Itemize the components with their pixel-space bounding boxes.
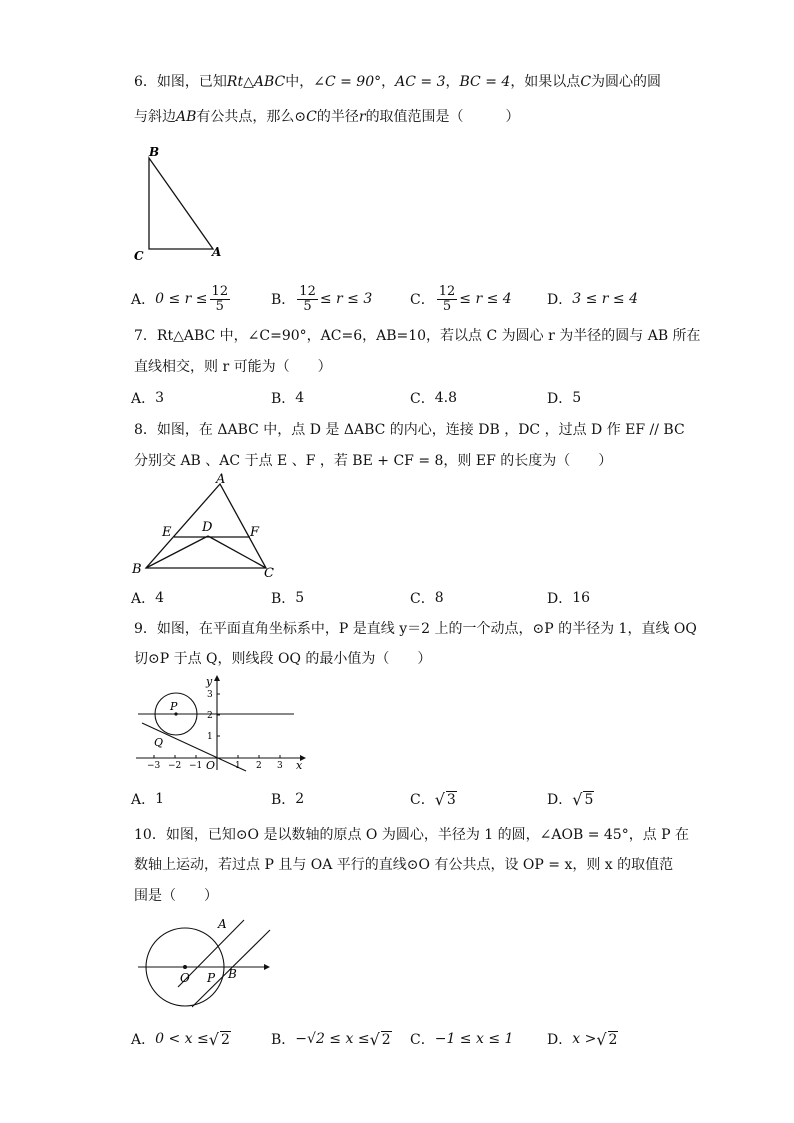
q8-option-c[interactable]: [410, 578, 444, 618]
option-letter: D．: [547, 391, 573, 407]
q6-option-d[interactable]: [547, 279, 638, 319]
q6-circle-c: C: [306, 109, 317, 125]
q9-label-o: O: [206, 759, 216, 772]
q8-option-a[interactable]: [131, 578, 164, 618]
q6-text: 6．如图，已知: [134, 74, 227, 90]
denominator: 5: [303, 298, 312, 314]
q9-options: [131, 779, 671, 819]
q6-bc: BC = 4: [459, 74, 511, 90]
option-letter: C．: [410, 292, 435, 308]
q10-option-b[interactable]: [271, 1019, 392, 1059]
q6-text: 为圆心的圆: [591, 74, 662, 90]
q8-segment-db: [146, 536, 208, 568]
q10-stem-line1: 10．如图，已知⊙O 是以数轴的原点 O 为圆心，半径为 1 的圆，∠AOB = 45°，点 P 在: [134, 827, 690, 843]
q9-option-d[interactable]: [547, 779, 594, 819]
option-letter: A．: [131, 391, 156, 407]
q9-option-a[interactable]: [131, 779, 164, 819]
q8-options: [131, 578, 671, 618]
option-letter: B．: [271, 391, 296, 407]
q6-text: 与斜边: [134, 109, 176, 125]
fraction: [210, 285, 231, 314]
option-value: 1: [155, 791, 165, 807]
q6-triangle-shape: [149, 158, 213, 249]
q9-label-p: P: [170, 700, 178, 713]
option-value: 3: [155, 390, 165, 406]
option-value: 5: [584, 791, 594, 808]
option-letter: A．: [131, 1032, 156, 1048]
q9-x-tick-label: −2: [168, 761, 182, 771]
q9-y-tick-label: 1: [207, 732, 213, 742]
option-value: 5: [295, 590, 305, 606]
q10-point-o: [183, 965, 187, 969]
option-letter: A．: [131, 292, 156, 308]
sqrt-icon: √: [208, 1029, 219, 1049]
q9-x-tick-label: 3: [277, 761, 283, 771]
sqrt-icon: √: [369, 1029, 380, 1049]
option-letter: C．: [410, 1032, 435, 1048]
option-expression: x >: [572, 1031, 597, 1047]
option-value: 8: [434, 590, 444, 606]
q9-x-tick-label: −3: [147, 761, 161, 771]
q7-option-b[interactable]: [271, 378, 304, 418]
q10-option-a[interactable]: [131, 1019, 231, 1059]
option-expression: −1 ≤ x ≤ 1: [434, 1031, 514, 1047]
q8-label-d: D: [202, 520, 213, 535]
denominator: 5: [215, 298, 224, 314]
q6-stem-line2: [134, 106, 520, 128]
q7-option-a[interactable]: [131, 378, 164, 418]
sqrt-icon: √: [596, 1029, 607, 1049]
numerator: 12: [438, 283, 456, 299]
option-letter: A．: [131, 792, 156, 808]
q7-stem-line2: 直线相交，则 r 可能为（ ）: [134, 359, 332, 375]
q7-options: [131, 378, 671, 418]
option-value: 4.8: [434, 390, 457, 406]
q9-coordinate-figure: [128, 672, 308, 772]
option-letter: D．: [547, 292, 573, 308]
option-expression: 0 < x ≤: [155, 1031, 209, 1047]
q6-ac: AC = 3: [395, 74, 446, 90]
q6-text: 有公共点，那么⊙: [196, 109, 307, 125]
q9-y-tick-label: 2: [207, 711, 213, 721]
q8-option-b[interactable]: [271, 578, 304, 618]
q10-stem-line3: 围是（ ）: [134, 888, 218, 904]
q6-option-b[interactable]: [271, 279, 372, 319]
option-expression: 0 ≤ r ≤: [155, 291, 208, 307]
q8-label-e: E: [162, 525, 172, 540]
q8-label-f: F: [250, 525, 260, 540]
q8-stem-line1: 8．如图，在 ΔABC 中，点 D 是 ΔABC 的内心，连接 DB ，DC ，过点 D 作 EF // BC: [134, 422, 685, 438]
sqrt-icon: √: [434, 789, 445, 809]
q7-option-d[interactable]: [547, 378, 581, 418]
option-letter: C．: [410, 391, 435, 407]
q6-sep: ，: [445, 74, 460, 90]
q10-label-b: B: [228, 967, 237, 981]
sqrt-icon: √: [572, 789, 583, 809]
q7-option-c[interactable]: [410, 378, 457, 418]
q6-text: 的取值范围是（ ）: [365, 109, 520, 125]
q8-stem-line2: 分别交 AB 、AC 于点 E 、F ，若 BE + CF = 8，则 EF 的长度为（ ）: [134, 453, 613, 469]
option-letter: C．: [410, 792, 435, 808]
option-value: 16: [572, 590, 591, 606]
q6-option-c[interactable]: [410, 279, 512, 319]
q6-ab: AB: [176, 109, 197, 125]
option-letter: B．: [271, 792, 296, 808]
q8-label-a: A: [216, 472, 226, 487]
q10-option-c[interactable]: [410, 1019, 513, 1059]
option-letter: C．: [410, 591, 435, 607]
q6-options: [131, 279, 671, 319]
option-expression: ≤ r ≤ 3: [319, 291, 373, 307]
fraction: [297, 285, 318, 314]
q6-stem-line1: [134, 71, 661, 93]
option-value: 3: [446, 791, 456, 808]
q9-y-tick-label: 3: [207, 690, 213, 700]
q10-stem-line2: 数轴上运动，若过点 P 且与 OA 平行的直线⊙O 有公共点，设 OP = x，则 x 的取值范: [134, 857, 674, 873]
q10-option-d[interactable]: [547, 1019, 618, 1059]
q9-x-tick-label: 1: [235, 761, 241, 771]
q10-label-p: P: [207, 971, 216, 985]
q6-r: r: [358, 109, 366, 125]
q6-angle-c: ∠C = 90°: [313, 74, 382, 90]
q9-label-x: x: [296, 759, 303, 772]
q9-label-y: y: [206, 675, 213, 688]
q10-circle-figure: [132, 912, 282, 1017]
q8-triangle-figure: [128, 472, 288, 582]
numerator: 12: [299, 283, 316, 299]
q6-sep: ，: [381, 74, 396, 90]
option-letter: B．: [271, 591, 296, 607]
q6-triangle: Rt△ABC: [226, 74, 286, 90]
q8-label-b: B: [132, 562, 142, 577]
q6-text: 的半径: [316, 109, 359, 125]
option-letter: D．: [547, 792, 573, 808]
radicand: 2: [381, 1031, 391, 1048]
q6-text: 中，: [285, 74, 314, 90]
q6-text: ，如果以点: [510, 74, 581, 90]
option-letter: B．: [271, 292, 296, 308]
q9-stem-line2: 切⊙P 于点 Q，则线段 OQ 的最小值为（ ）: [134, 651, 432, 667]
option-letter: D．: [547, 1032, 573, 1048]
denominator: 5: [442, 298, 452, 314]
q9-x-tick-label: −1: [189, 761, 203, 771]
q10-label-o: O: [180, 971, 190, 985]
q9-x-tick-label: 2: [256, 761, 262, 771]
q6-triangle-figure: [126, 140, 236, 270]
option-expression: ≤ r ≤ 4: [459, 291, 512, 307]
option-letter: D．: [547, 591, 573, 607]
q10-label-a: A: [218, 917, 227, 931]
option-value: 4: [295, 390, 305, 406]
q9-option-b[interactable]: [271, 779, 304, 819]
q6-label-a: A: [212, 245, 222, 259]
numerator: 12: [211, 283, 229, 299]
option-expression: 3 ≤ r ≤ 4: [572, 291, 639, 307]
q6-option-a[interactable]: [131, 279, 232, 319]
q9-label-q: Q: [154, 736, 164, 749]
q9-y-axis-arrow-icon: [214, 675, 220, 681]
q10-number-line-arrow-icon: [264, 964, 270, 970]
q8-label-c: C: [264, 566, 274, 581]
q9-stem-line1: 9．如图，在平面直角坐标系中，P 是直线 y＝2 上的一个动点，⊙P 的半径为 1，直线 OQ: [134, 621, 697, 637]
option-expression: −√2 ≤ x ≤: [295, 1031, 370, 1047]
q6-label-c: C: [134, 249, 144, 263]
q8-option-d[interactable]: [547, 578, 590, 618]
option-value: 2: [295, 791, 305, 807]
option-value: 4: [155, 590, 165, 606]
q6-label-b: B: [149, 145, 160, 159]
option-letter: B．: [271, 1032, 296, 1048]
option-value: 5: [572, 390, 582, 406]
radicand: 2: [220, 1031, 230, 1048]
fraction: [437, 285, 458, 314]
q9-option-c[interactable]: [410, 779, 457, 819]
q7-stem-line1: 7．Rt△ABC 中，∠C=90°，AC=6，AB=10，若以点 C 为圆心 r 为半径的圆与 AB 所在: [134, 328, 701, 344]
q6-point-c: C: [580, 74, 592, 90]
radicand: 2: [608, 1031, 618, 1048]
q10-options: [131, 1019, 671, 1059]
option-letter: A．: [131, 591, 156, 607]
